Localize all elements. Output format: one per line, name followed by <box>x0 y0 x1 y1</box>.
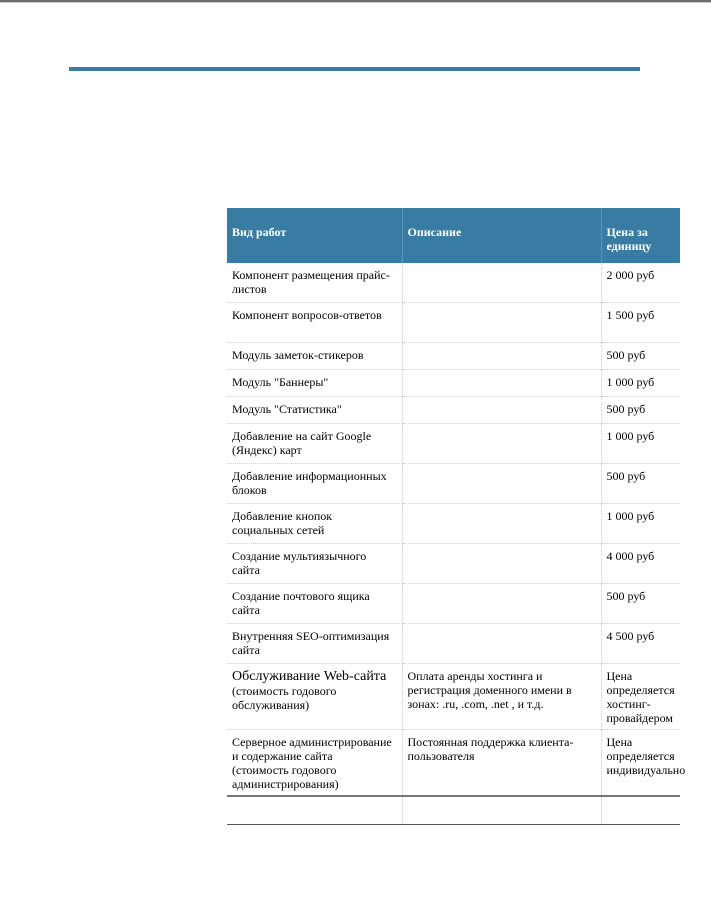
table-row-admin <box>227 730 680 797</box>
row-description <box>402 343 601 370</box>
row-price: 1 000 руб <box>601 424 680 464</box>
row-description <box>402 584 601 624</box>
hosting-service-note: (стоимость годового обслуживания) <box>232 684 337 712</box>
row-description <box>402 397 601 424</box>
table-row <box>227 370 680 397</box>
row-work-name: Создание почтового ящика сайта <box>227 584 402 624</box>
row-price: 500 руб <box>601 343 680 370</box>
row-description <box>402 303 601 343</box>
table-row-hosting <box>227 664 680 730</box>
row-work-name: Внутренняя SEO-оптимизация сайта <box>227 624 402 664</box>
row-price: 1 000 руб <box>601 370 680 397</box>
table-row <box>227 397 680 424</box>
row-description: Оплата аренды хостинга и регистрация доменного имени в зонах: .ru, .com, .net , и т.д. <box>402 664 601 730</box>
row-price: 500 руб <box>601 397 680 424</box>
table-row <box>227 263 680 303</box>
table-row <box>227 584 680 624</box>
row-description: Постоянная поддержка клиента-пользователя <box>402 730 601 797</box>
row-work-name: Модуль заметок-стикеров <box>227 343 402 370</box>
table-row <box>227 464 680 504</box>
row-description <box>402 504 601 544</box>
table-row <box>227 303 680 343</box>
row-description <box>402 370 601 397</box>
row-work-name: Модуль "Статистика" <box>227 397 402 424</box>
row-description <box>402 544 601 584</box>
admin-service-note: (стоимость годового администрирования) <box>232 763 339 791</box>
row-price: 500 руб <box>601 464 680 504</box>
row-price: 4 500 руб <box>601 624 680 664</box>
header-rule <box>69 67 640 71</box>
row-description <box>402 424 601 464</box>
empty-cell <box>601 796 680 825</box>
price-table <box>227 208 686 825</box>
row-work-name: Добавление кнопок социальных сетей <box>227 504 402 544</box>
row-work-name: Добавление информационных блоков <box>227 464 402 504</box>
row-price: Цена определяется хостинг-провайдером <box>601 664 680 730</box>
empty-cell <box>402 796 601 825</box>
row-work-name: Компонент размещения прайс-листов <box>232 268 390 296</box>
row-work-name: Создание мультиязычного сайта <box>227 544 402 584</box>
table-row <box>227 424 680 464</box>
empty-cell <box>227 796 402 825</box>
row-work-name: Добавление на сайт Google (Яндекс) карт <box>227 424 402 464</box>
row-description <box>402 624 601 664</box>
table-row <box>227 504 680 544</box>
admin-service-name: Серверное администрирование и содержание сайта <box>232 735 392 763</box>
header-work-type: Вид работ <box>227 208 402 263</box>
table-row <box>227 624 680 664</box>
row-price: 2 000 руб <box>601 263 680 303</box>
table-empty-row <box>227 796 680 825</box>
row-description <box>402 464 601 504</box>
page-top-border-shadow <box>0 2 711 3</box>
row-price: Цена определяется индивидуально <box>601 730 680 797</box>
table-row <box>227 343 680 370</box>
row-work-name: Компонент вопросов-ответов <box>227 303 402 343</box>
header-description: Описание <box>402 208 601 263</box>
row-price: 1 500 руб <box>601 303 680 343</box>
row-description <box>402 263 601 303</box>
row-price: 500 руб <box>601 584 680 624</box>
hosting-service-name: Обслуживание Web-сайта <box>232 669 387 684</box>
row-price: 4 000 руб <box>601 544 680 584</box>
row-work-name <box>227 730 402 797</box>
header-unit-price: Цена за единицу <box>601 208 680 263</box>
row-work-name: Модуль "Баннеры" <box>227 370 402 397</box>
row-price: 1 000 руб <box>601 504 680 544</box>
table-header-row <box>227 208 680 263</box>
row-work-name <box>227 664 402 730</box>
table-row <box>227 544 680 584</box>
